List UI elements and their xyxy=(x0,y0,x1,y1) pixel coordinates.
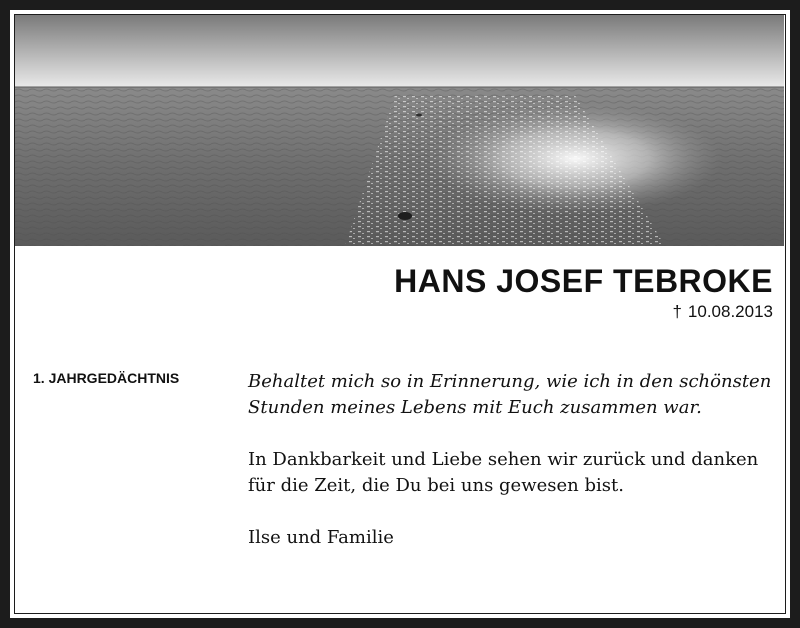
death-date-line xyxy=(672,302,773,322)
quote xyxy=(248,369,783,421)
death-date: 10.08.2013 xyxy=(687,302,773,321)
quote-line: Stunden meines Lebens mit Euch zusammen war. xyxy=(248,397,702,418)
signature: Ilse und Familie xyxy=(248,527,394,548)
cross-icon: † xyxy=(672,302,682,321)
thanks-line: In Dankbarkeit und Liebe sehen wir zurück und danken xyxy=(248,449,759,470)
thanks-paragraph xyxy=(248,447,783,499)
sea-photo xyxy=(15,15,784,246)
card-inner-border xyxy=(14,14,786,614)
thanks-line: für die Zeit, die Du bei uns gewesen bist. xyxy=(248,475,624,496)
quote-line: Behaltet mich so in Erinnerung, wie ich in den schönsten xyxy=(248,371,772,392)
notice-text xyxy=(248,369,783,551)
deceased-name: HANS JOSEF TEBROKE xyxy=(394,263,773,299)
anniversary-label: 1. JAHRGEDÄCHTNIS xyxy=(33,370,180,386)
